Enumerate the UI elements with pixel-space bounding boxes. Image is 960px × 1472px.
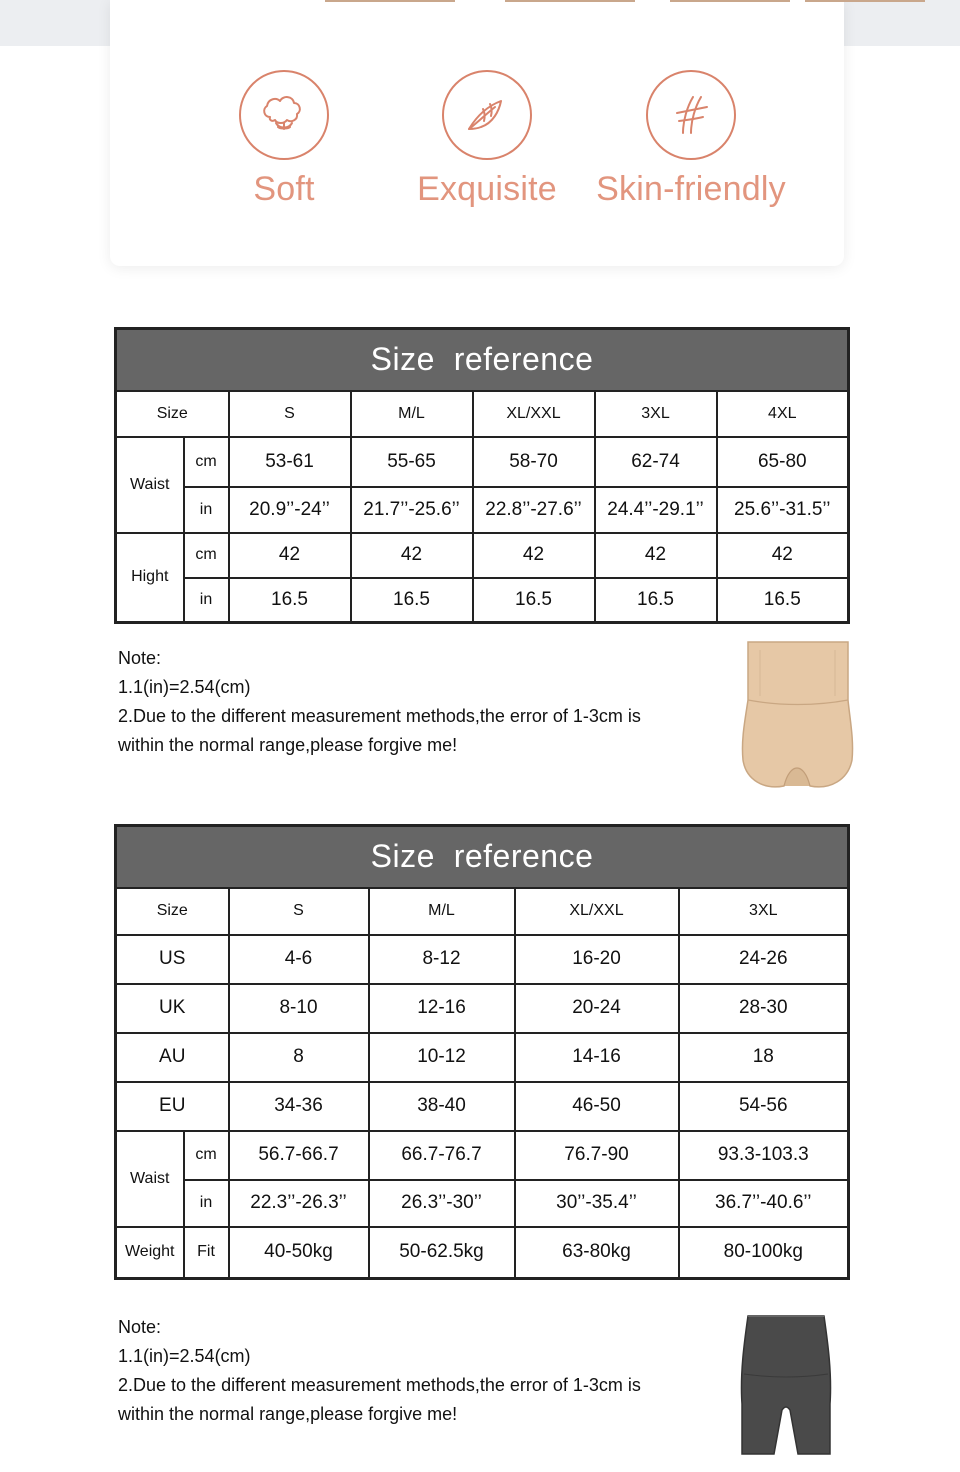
table1-waist-cm-cell: 58-70: [473, 437, 595, 487]
table2-weight-cell: 50-62.5kg: [369, 1227, 515, 1279]
note-1-line1: 1.1(in)=2.54(cm): [118, 677, 251, 697]
table2-cell: 14-16: [515, 1033, 679, 1082]
table2-waist-cm-cell: 56.7-66.7: [229, 1131, 369, 1180]
table2-weight-cell: 63-80kg: [515, 1227, 679, 1279]
table2-cell: 20-24: [515, 984, 679, 1033]
feature-skin-friendly: [591, 70, 791, 209]
note-1-title: Note:: [118, 648, 162, 668]
table1-hight-cm-cell: 42: [595, 533, 717, 578]
note-2: [118, 1313, 641, 1429]
table2-size-ml: M/L: [369, 888, 515, 935]
table1-size-4xl: 4XL: [717, 391, 849, 437]
fiber-icon: [646, 70, 736, 160]
table1-hight-cm-cell: 42: [351, 533, 473, 578]
table2-size-s: S: [229, 888, 369, 935]
table2-cell: 12-16: [369, 984, 515, 1033]
table2-cell: 34-36: [229, 1082, 369, 1131]
table1-waist-cm-cell: 65-80: [717, 437, 849, 487]
table2-title: Size reference: [116, 826, 849, 888]
note-1: [118, 644, 641, 760]
note-2-line3: within the normal range,please forgive me!: [118, 1404, 458, 1424]
note-2-title: Note:: [118, 1317, 162, 1337]
table1-waist-cm-cell: 62-74: [595, 437, 717, 487]
table1-waist-in-cell: 20.9’’-24’’: [229, 487, 351, 533]
table2-cell: 24-26: [679, 935, 849, 984]
feature-card: [110, 0, 844, 266]
table1-hight-in-cell: 16.5: [351, 578, 473, 623]
table2-waist-in-label: in: [184, 1180, 229, 1227]
table2-waist-in-cell: 30’’-35.4’’: [515, 1180, 679, 1227]
table1-hight-in-cell: 16.5: [229, 578, 351, 623]
table1-hight-cm-cell: 42: [229, 533, 351, 578]
table2-cell: 16-20: [515, 935, 679, 984]
table1-hight-in-cell: 16.5: [717, 578, 849, 623]
top-decorative-bars: [325, 0, 925, 3]
table2-row-label-uk: UK: [116, 984, 229, 1033]
table1-hight-in-cell: 16.5: [595, 578, 717, 623]
table2-cell: 18: [679, 1033, 849, 1082]
table1-waist-in-cell: 24.4’’-29.1’’: [595, 487, 717, 533]
table2-weight-label: Weight: [116, 1227, 184, 1279]
cotton-icon: [239, 70, 329, 160]
table2-waist-in-cell: 22.3’’-26.3’’: [229, 1180, 369, 1227]
table1-waist-cm-cell: 53-61: [229, 437, 351, 487]
table1-waist-in-cell: 25.6’’-31.5’’: [717, 487, 849, 533]
table2-weight-fit-label: Fit: [184, 1227, 229, 1279]
table2-cell: 54-56: [679, 1082, 849, 1131]
table1-waist-in-cell: 22.8’’-27.6’’: [473, 487, 595, 533]
table2-weight-cell: 40-50kg: [229, 1227, 369, 1279]
table2-waist-cm-cell: 76.7-90: [515, 1131, 679, 1180]
table1-size-label: Size: [116, 391, 229, 437]
feather-icon: [442, 70, 532, 160]
table2-waist-in-cell: 36.7’’-40.6’’: [679, 1180, 849, 1227]
product-image-shorts: [736, 1314, 836, 1460]
note-1-line2: 2.Due to the different measurement methods,the error of 1-3cm is: [118, 706, 641, 726]
table2-cell: 8: [229, 1033, 369, 1082]
table2-waist-cm-label: cm: [184, 1131, 229, 1180]
table1-waist-in-label: in: [184, 487, 229, 533]
table1-size-xlxxl: XL/XXL: [473, 391, 595, 437]
feature-soft: [184, 70, 384, 209]
feature-skin-friendly-label: Skin-friendly: [596, 170, 786, 208]
table1-size-s: S: [229, 391, 351, 437]
table1-hight-cm-label: cm: [184, 533, 229, 578]
size-reference-table-2: [114, 824, 850, 1280]
table2-waist-cm-cell: 93.3-103.3: [679, 1131, 849, 1180]
table1-size-ml: M/L: [351, 391, 473, 437]
table1-hight-in-label: in: [184, 578, 229, 623]
feature-exquisite-label: Exquisite: [417, 170, 557, 208]
table2-size-3xl: 3XL: [679, 888, 849, 935]
table2-row-label-us: US: [116, 935, 229, 984]
table2-cell: 4-6: [229, 935, 369, 984]
feature-soft-label: Soft: [253, 170, 315, 208]
table2-waist-label: Waist: [116, 1131, 184, 1227]
note-2-line2: 2.Due to the different measurement methods,the error of 1-3cm is: [118, 1375, 641, 1395]
table1-hight-in-cell: 16.5: [473, 578, 595, 623]
table2-row-label-eu: EU: [116, 1082, 229, 1131]
product-image-briefs: [740, 640, 855, 795]
table2-cell: 10-12: [369, 1033, 515, 1082]
table2-cell: 28-30: [679, 984, 849, 1033]
table1-title: Size reference: [116, 329, 849, 391]
table2-cell: 46-50: [515, 1082, 679, 1131]
note-1-line3: within the normal range,please forgive me!: [118, 735, 458, 755]
table1-size-3xl: 3XL: [595, 391, 717, 437]
table1-waist-in-cell: 21.7’’-25.6’’: [351, 487, 473, 533]
table2-weight-cell: 80-100kg: [679, 1227, 849, 1279]
table1-hight-cm-cell: 42: [717, 533, 849, 578]
table2-row-label-au: AU: [116, 1033, 229, 1082]
table2-waist-cm-cell: 66.7-76.7: [369, 1131, 515, 1180]
table1-waist-label: Waist: [116, 437, 184, 533]
table1-waist-cm-label: cm: [184, 437, 229, 487]
table1-waist-cm-cell: 55-65: [351, 437, 473, 487]
note-2-line1: 1.1(in)=2.54(cm): [118, 1346, 251, 1366]
table2-cell: 38-40: [369, 1082, 515, 1131]
table2-cell: 8-10: [229, 984, 369, 1033]
size-reference-table-1: [114, 327, 850, 624]
feature-exquisite: [387, 70, 587, 209]
table2-waist-in-cell: 26.3’’-30’’: [369, 1180, 515, 1227]
table1-hight-cm-cell: 42: [473, 533, 595, 578]
table2-size-xlxxl: XL/XXL: [515, 888, 679, 935]
table2-cell: 8-12: [369, 935, 515, 984]
table1-hight-label: Hight: [116, 533, 184, 623]
table2-size-label: Size: [116, 888, 229, 935]
